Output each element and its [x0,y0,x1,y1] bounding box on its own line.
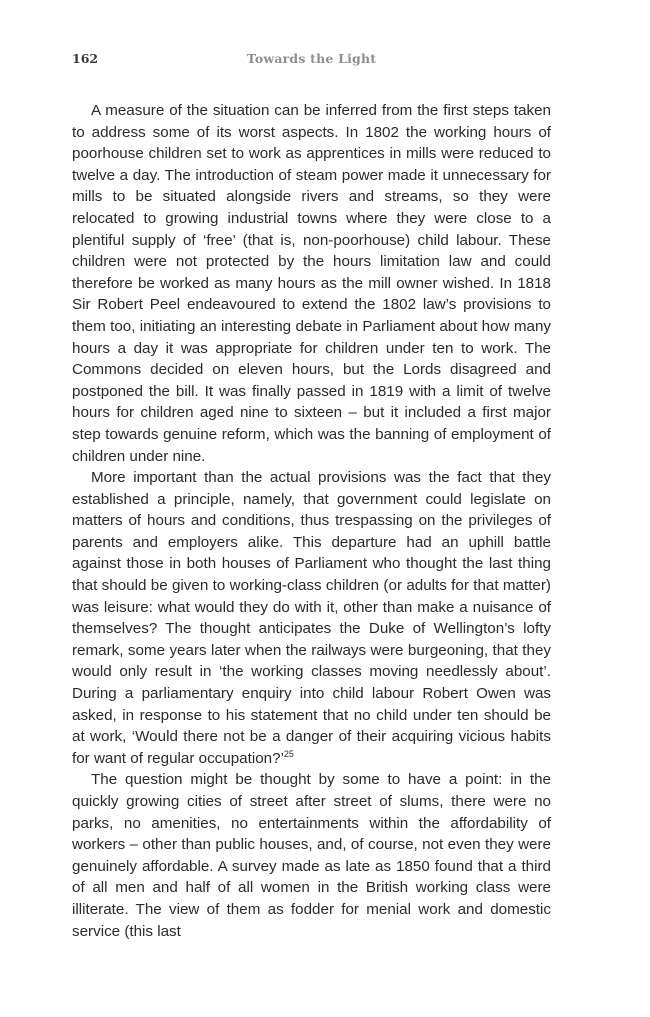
paragraph-3-text: The question might be thought by some to have a point: in the quickly growing cities of street after street of slums, there were no parks, no amenities, no entertainments within the affordability of workers – other than public houses, and, of course, not even they were genuinely affordable. A survey made as late as 1850 found that a third of all men and half of all women in the British working class were illiterate. The view of them as fodder for menial work and domestic service (this last [72,771,551,940]
paragraph-1-text: A measure of the situation can be inferred from the first steps taken to address some of its worst aspects. In 1802 the working hours of poorhouse children set to work as apprentices in mills were reduced to twelve a day. The introduction of steam power made it unnecessary for mills to be situated alongside rivers and streams, so they were relocated to growing industrial towns where they were close to a plentiful supply of ‘free’ (that is, non-poorhouse) child labour. These children were not protected by the hours limitation law and could therefore be worked as many hours as the mill owner wished. In 1818 Sir Robert Peel endeavoured to extend the 1802 law’s provisions to them too, initiating an interesting debate in Parliament about how many hours a day it was appropriate for children under ten to work. The Commons decided on eleven hours, but the Lords disagreed and postponed the bill. It was finally passed in 1819 with a limit of twelve hours for children aged nine to sixteen – but it included a first major step towards genuine reform, which was the banning of employment of children under nine. [72,102,551,465]
paragraph-1 [72,100,551,467]
book-title: Towards the Light [246,51,377,66]
paragraph-3 [72,769,551,942]
footnote-reference[interactable]: 25 [283,748,294,759]
body-text [72,100,551,942]
running-header [72,51,551,69]
paragraph-2 [72,467,551,769]
paragraph-2-text: More important than the actual provisions was the fact that they established a principle, namely, that government could legislate on matters of hours and conditions, thus trespassing on the privileges of parents and employers alike. This departure had an uphill battle against those in both houses of Parliament who thought the last thing that should be given to working-class children (or adults for that matter) was leisure: what would they do with it, other than make a nuisance of themselves? The thought anticipates the Duke of Wellington’s lofty remark, some years later when the railways were burgeoning, that they would only result in ‘the working classes moving needlessly about’. During a parliamentary enquiry into child labour Robert Owen was asked, in response to his statement that no child under ten should be at work, ‘Would there not be a danger of their acquiring vicious habits for want of regular occupation?’ [72,469,551,767]
page-number: 162 [72,51,99,66]
